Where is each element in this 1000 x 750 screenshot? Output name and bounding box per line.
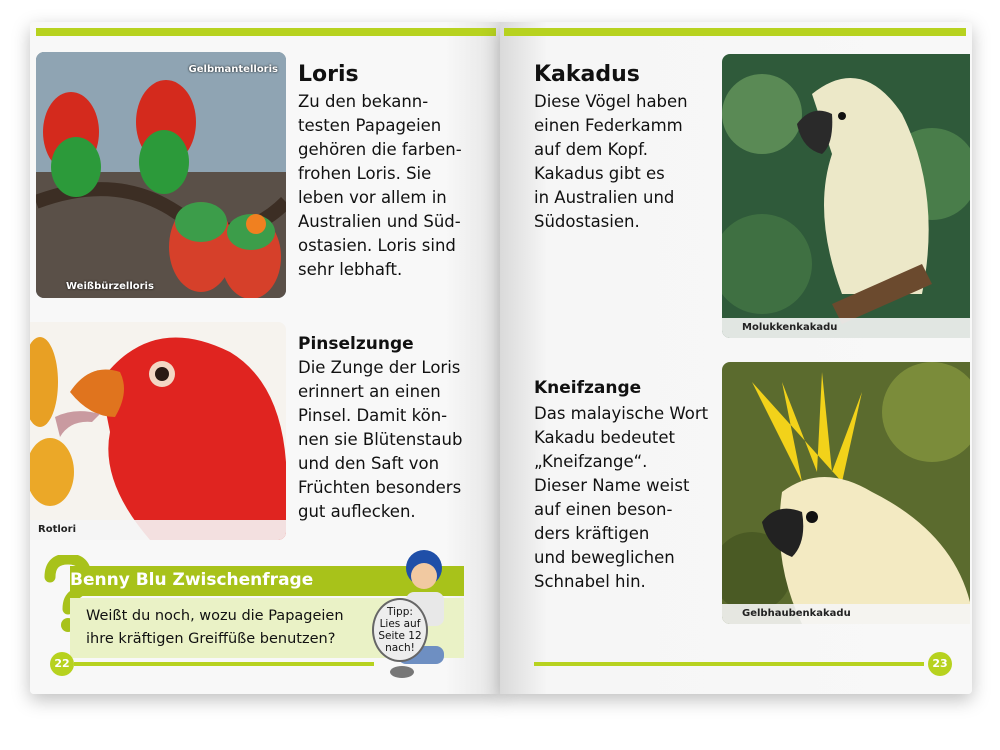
loris-photo [36, 52, 286, 298]
top-accent-bar-right [504, 28, 966, 36]
photo-label-gelbmantelloris: Gelbmantelloris [188, 64, 278, 75]
heading-loris: Loris [298, 62, 359, 87]
right-page [500, 22, 972, 694]
body-pinselzunge: Die Zunge der Loris erinnert an einen Pinsel. Damit kön- nen sie Blütenstaub und den Saft von Früchten besonders gut auflecken. [298, 358, 463, 521]
quiz-title: Benny Blu Zwischenfrage [70, 570, 314, 590]
rotlori-illustration [30, 322, 286, 540]
loris-illustration [36, 52, 286, 298]
caption-rotlori: Rotlori [30, 520, 286, 540]
tip-bubble: Tipp: Lies auf Seite 12 nach! [372, 598, 428, 662]
caption-molukkenkakadu: Molukkenkakadu [722, 318, 970, 338]
photo-label-weissbuerzelloris: Weißbürzelloris [66, 281, 154, 292]
molukkenkakadu-illustration [722, 54, 970, 338]
body-kakadus: Diese Vögel haben einen Federkamm auf dem Kopf. Kakadus gibt es in Australien und Südostasien. [534, 92, 688, 231]
heading-kakadus: Kakadus [534, 62, 640, 87]
quiz-question: Weißt du noch, wozu die Papageien ihre kräftigen Greiffüße benutzen? [86, 608, 344, 647]
top-accent-bar [36, 28, 496, 36]
body-kneifzange: Das malayische Wort Kakadu bedeutet „Kneifzange“. Dieser Name weist auf einen beson- ders kräftigen und beweglichen Schnabel hin. [534, 404, 709, 591]
heading-kneifzange: Kneifzange [534, 378, 642, 398]
page-number-right: 23 [928, 652, 952, 676]
molukkenkakadu-photo [722, 54, 970, 338]
gelbhaubenkakadu-photo [722, 362, 970, 624]
bottom-accent-line-left [74, 662, 374, 666]
bottom-accent-line-right [534, 662, 924, 666]
caption-gelbhaubenkakadu: Gelbhaubenkakadu [722, 604, 970, 624]
gelbhaubenkakadu-illustration [722, 362, 970, 624]
heading-pinselzunge: Pinselzunge [298, 334, 414, 354]
page-number-left: 22 [50, 652, 74, 676]
rotlori-photo [30, 322, 286, 540]
body-loris: Zu den bekann- testen Papageien gehören die farben- frohen Loris. Sie leben vor allem in Australien und Süd- ostasien. Loris sind sehr lebhaft. [298, 92, 462, 279]
